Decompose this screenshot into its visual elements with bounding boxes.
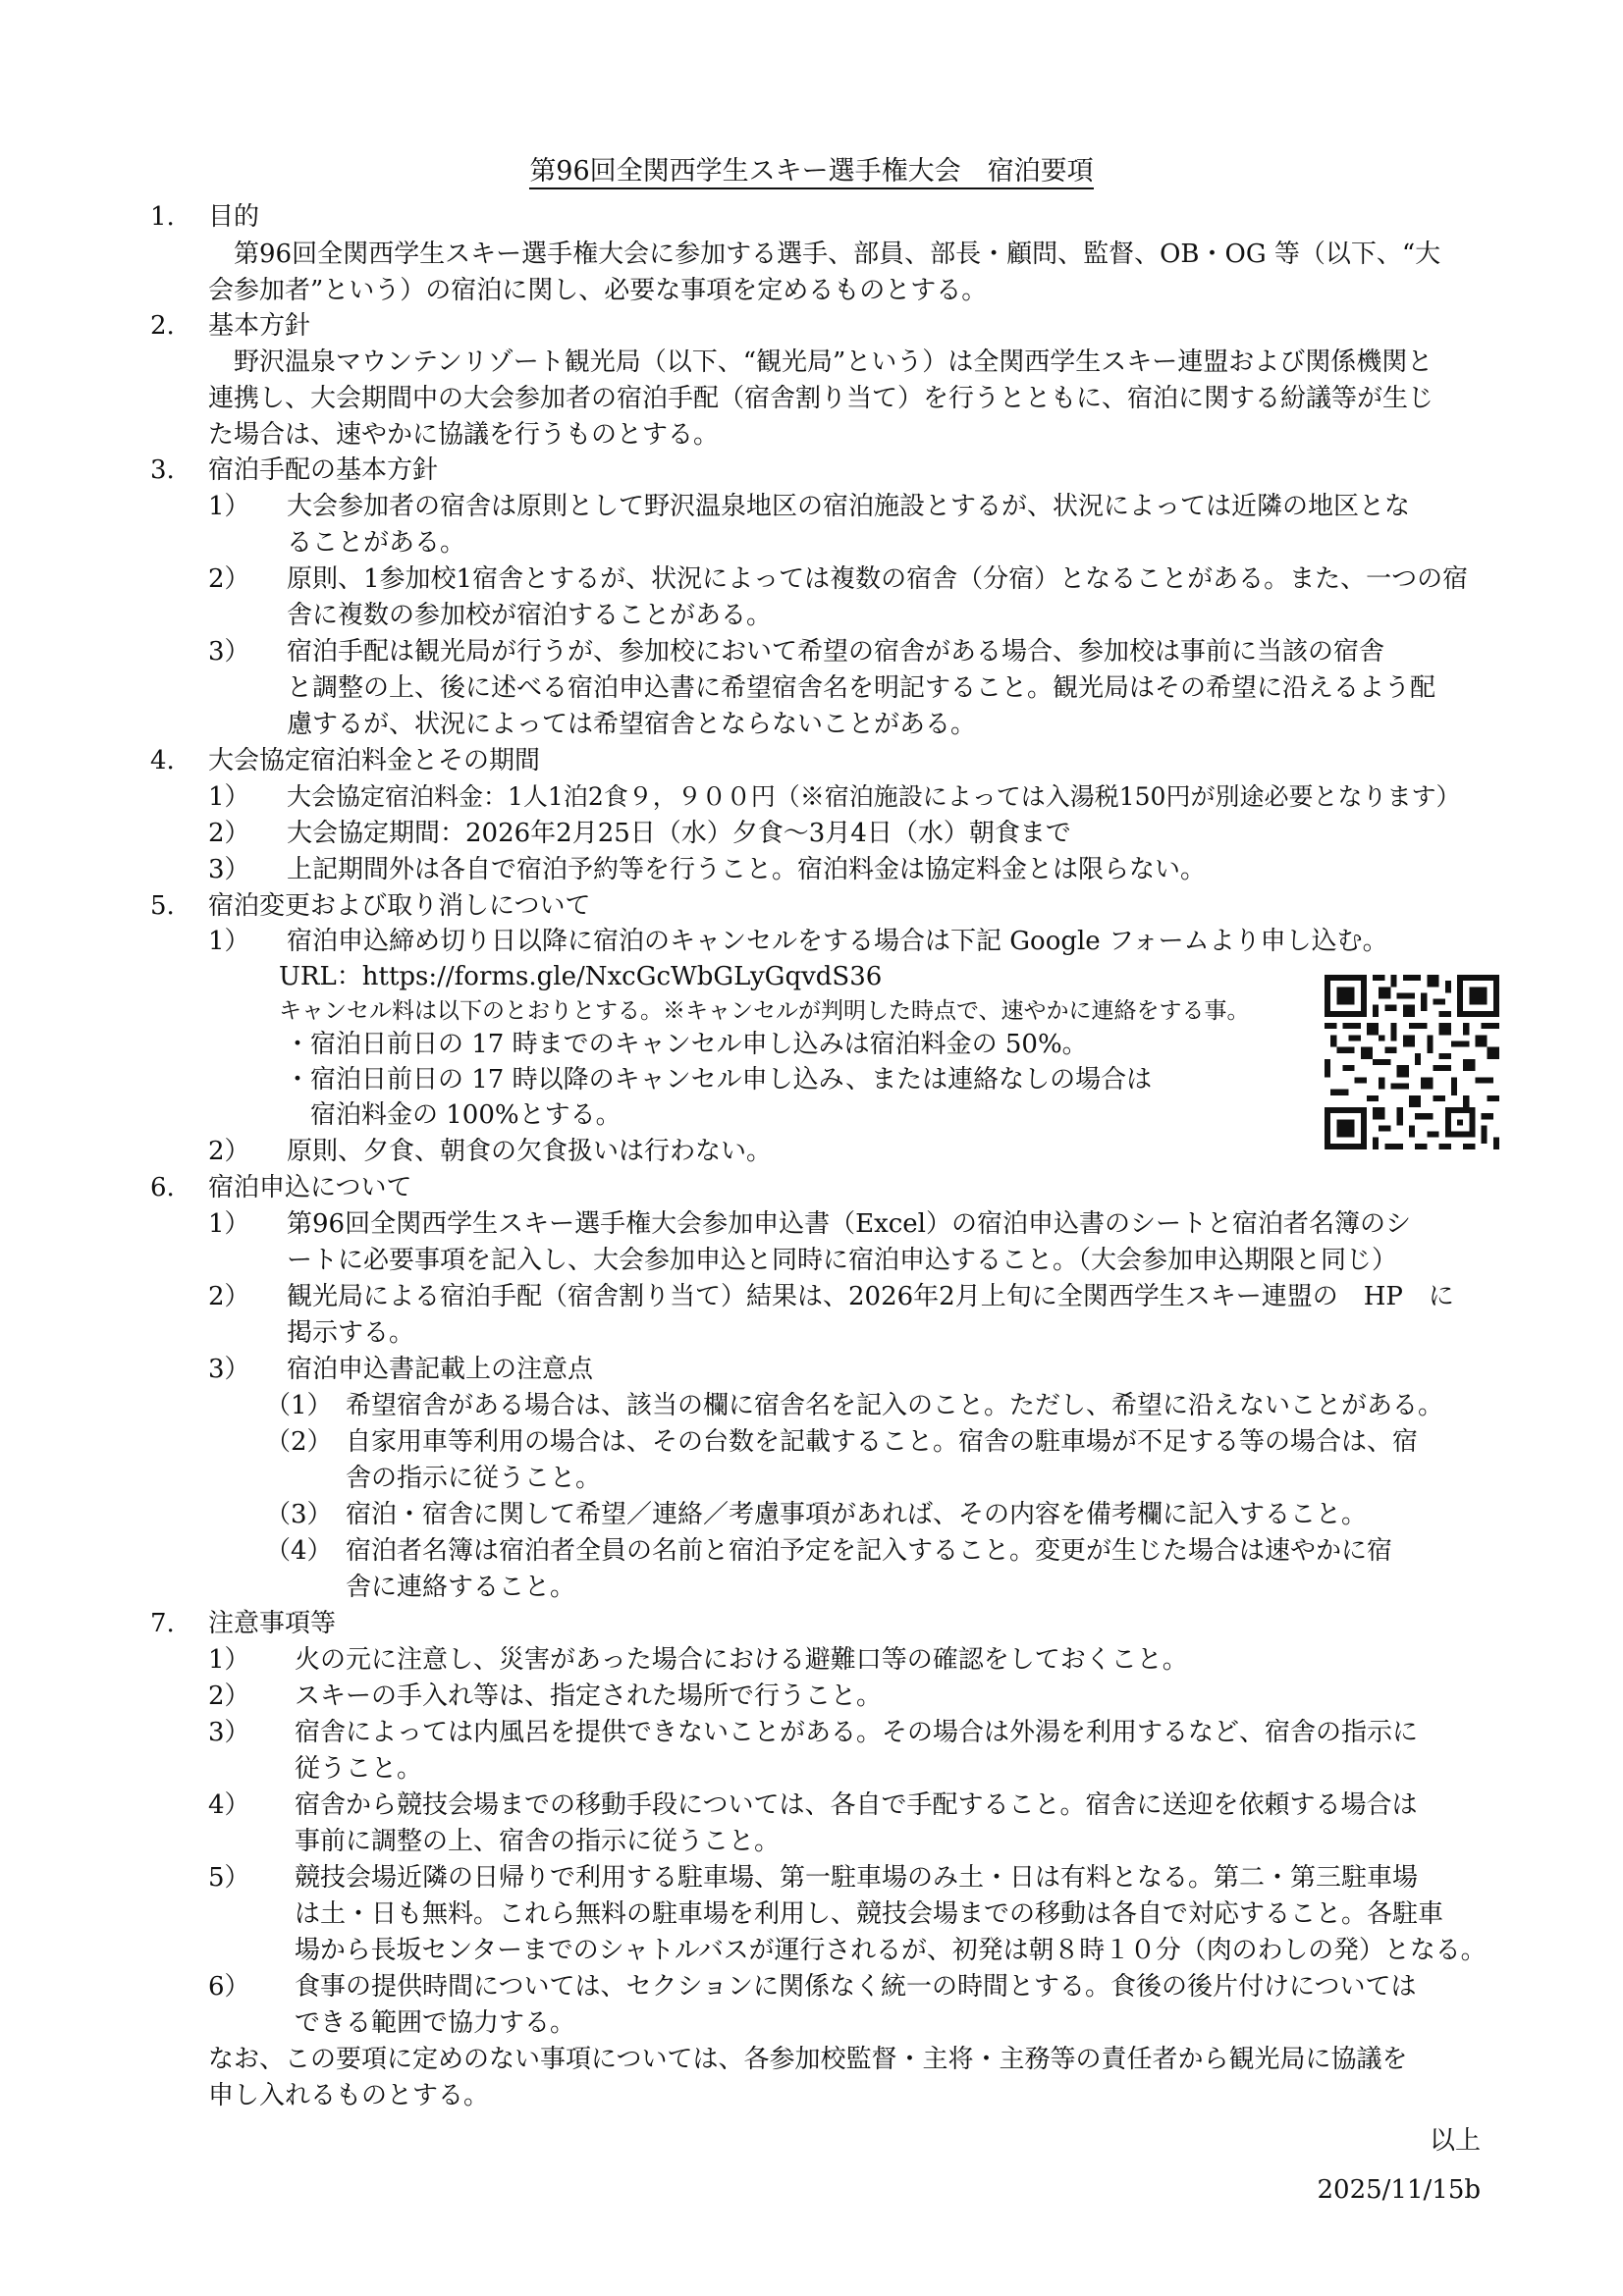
item-number: 1）: [208, 927, 250, 956]
paragraph-line: た場合は、速やかに協議を行うものとする。: [208, 420, 720, 450]
subitem-text: 宿泊・宿舎に関して希望／連絡／考慮事項があれば、その内容を備考欄に記入すること。: [346, 1500, 1368, 1529]
bullet-line: 宿泊料金の 100%とする。: [285, 1100, 622, 1130]
item-text: 宿泊申込書記載上の注意点: [287, 1355, 594, 1384]
subitem-number: （2）: [265, 1427, 333, 1457]
item-text: 競技会場近隣の日帰りで利用する駐車場、第一駐車場のみ土・日は有料となる。第二・第三駐車場: [295, 1863, 1419, 1893]
section-heading: 基本方針: [208, 311, 311, 341]
item-number: 1）: [208, 1209, 250, 1239]
item-number: 1）: [208, 492, 250, 521]
section-number: 6.: [150, 1173, 175, 1202]
paragraph-line: 会参加者”という）の宿泊に関し、必要な事項を定めるものとする。: [208, 276, 988, 305]
document-date: 2025/11/15b: [1317, 2175, 1481, 2205]
item-text: 火の元に注意し、災害があった場合における避難口等の確認をしておくこと。: [295, 1645, 1188, 1675]
item-text: 原則、1参加校1宿舎とするが、状況によっては複数の宿舎（分宿）となることがある。また、一つの宿: [287, 564, 1469, 594]
section-heading: 宿泊変更および取り消しについて: [208, 891, 591, 921]
cancel-policy-text: キャンセル料は以下のとおりとする。※キャンセルが判明した時点で、速やかに連絡をする事。: [279, 998, 1250, 1024]
section-number: 5.: [150, 891, 175, 921]
item-number: 5）: [208, 1863, 250, 1893]
item-number: 2）: [208, 819, 250, 848]
item-text: 大会協定期間：2026年2月25日（水）夕食～3月4日（水）朝食まで: [287, 819, 1071, 848]
item-number: 3）: [208, 1355, 250, 1384]
item-text: 掲示する。: [287, 1318, 415, 1348]
section-heading: 目的: [208, 202, 260, 232]
subitem-text: 希望宿舎がある場合は、該当の欄に宿舎名を記入のこと。ただし、希望に沿えないことがある。: [346, 1391, 1444, 1420]
item-text: スキーの手入れ等は、指定された場所で行うこと。: [295, 1682, 883, 1711]
bullet-line: ・宿泊日前日の 17 時以降のキャンセル申し込み、または連絡なしの場合は: [285, 1065, 1153, 1095]
item-number: 2）: [208, 1137, 250, 1166]
item-text: と調整の上、後に述べる宿泊申込書に希望宿舎名を明記すること。観光局はその希望に沿えるよう配: [287, 673, 1436, 703]
closing-paragraph: なお、この要項に定めのない事項については、各参加校監督・主将・主務等の責任者から観光局に協議を: [208, 2045, 1408, 2074]
item-number: 2）: [208, 1682, 250, 1711]
item-text: 場から長坂センターまでのシャトルバスが運行されるが、初発は朝８時１０分（肉のわしの発）となる。: [295, 1936, 1487, 1965]
paragraph-line: 野沢温泉マウンテンリゾート観光局（以下、“観光局”という）は全関西学生スキー連盟および関係機関と: [208, 347, 1434, 377]
item-text: は土・日も無料。これら無料の駐車場を利用し、競技会場までの移動は各自で対応すること。各駐車: [295, 1899, 1444, 1929]
paragraph-line: 第96回全関西学生スキー選手権大会に参加する選手、部員、部長・顧問、監督、OB・OG 等（以下、“大: [208, 240, 1441, 269]
item-number: 1）: [208, 782, 250, 812]
item-number: 2）: [208, 564, 250, 594]
item-text: ートに必要事項を記入し、大会参加申込と同時に宿泊申込すること。（大会参加申込期限と同じ）: [287, 1246, 1398, 1275]
item-text: 舎に複数の参加校が宿泊することがある。: [287, 601, 773, 630]
subitem-text: 自家用車等利用の場合は、その台数を記載すること。宿舎の駐車場が不足する等の場合は、宿: [346, 1427, 1419, 1457]
qr-code-icon: [1325, 975, 1499, 1149]
item-number: 3）: [208, 855, 250, 884]
item-number: 3）: [208, 1718, 250, 1747]
bullet-line: ・宿泊日前日の 17 時までのキャンセル申し込みは宿泊料金の 50%。: [285, 1030, 1088, 1059]
subitem-text: 宿泊者名簿は宿泊者全員の名前と宿泊予定を記入すること。変更が生じた場合は速やかに宿: [346, 1536, 1393, 1566]
item-text: 大会参加者の宿舎は原則として野沢温泉地区の宿泊施設とするが、状況によっては近隣の地区とな: [287, 492, 1411, 521]
item-text: 観光局による宿泊手配（宿舎割り当て）結果は、2026年2月上旬に全関西学生スキー連盟の HP に: [287, 1282, 1454, 1311]
item-text: 宿舎によっては内風呂を提供できないことがある。その場合は外湯を利用するなど、宿舎の指示に: [295, 1718, 1419, 1747]
item-text: 宿泊申込締め切り日以降に宿泊のキャンセルをする場合は下記 Google フォームより申し込む。: [287, 927, 1388, 956]
item-text: できる範囲で協力する。: [295, 2008, 576, 2038]
section-heading: 注意事項等: [208, 1609, 337, 1638]
section-heading: 大会協定宿泊料金とその期間: [208, 746, 541, 775]
item-text: 大会協定宿泊料金：1人1泊2食９，９００円（※宿泊施設によっては入湯税150円が別途必要となります）: [287, 782, 1461, 811]
item-text: 原則、夕食、朝食の欠食扱いは行わない。: [287, 1137, 773, 1166]
item-text: 食事の提供時間については、セクションに関係なく統一の時間とする。食後の後片付けについては: [295, 1972, 1417, 2002]
end-mark: 以上: [1429, 2126, 1481, 2156]
section-number: 7.: [150, 1609, 175, 1638]
subitem-number: （3）: [265, 1500, 333, 1529]
item-text: ることがある。: [287, 528, 466, 558]
item-number: 4）: [208, 1790, 250, 1820]
item-number: 2）: [208, 1282, 250, 1311]
closing-paragraph: 申し入れるものとする。: [208, 2081, 490, 2110]
paragraph-line: 連携し、大会期間中の大会参加者の宿泊手配（宿舎割り当て）を行うとともに、宿泊に関する紛議等が生じ: [208, 384, 1434, 413]
section-number: 1.: [150, 202, 175, 232]
subitem-text: 舎の指示に従うこと。: [346, 1464, 602, 1493]
item-text: 従うこと。: [295, 1754, 423, 1784]
section-heading: 宿泊手配の基本方針: [208, 455, 439, 485]
google-form-url: URL：https://forms.gle/NxcGcWbGLyGqvdS36: [279, 962, 883, 991]
item-number: 6）: [208, 1972, 250, 2002]
section-number: 4.: [150, 746, 175, 775]
item-number: 1）: [208, 1645, 250, 1675]
section-heading: 宿泊申込について: [208, 1173, 412, 1202]
item-text: 第96回全関西学生スキー選手権大会参加申込書（Excel）の宿泊申込書のシートと宿泊者名簿のシ: [287, 1209, 1411, 1239]
section-number: 2.: [150, 311, 175, 341]
item-text: 事前に調整の上、宿舎の指示に従うこと。: [295, 1827, 781, 1856]
page-title: 第96回全関西学生スキー選手権大会 宿泊要項: [0, 152, 1623, 191]
item-text: 上記期間外は各自で宿泊予約等を行うこと。宿泊料金は協定料金とは限らない。: [287, 855, 1207, 884]
item-text: 慮するが、状況によっては希望宿舎とならないことがある。: [287, 710, 977, 739]
subitem-text: 舎に連絡すること。: [346, 1573, 576, 1602]
item-text: 宿泊手配は観光局が行うが、参加校において希望の宿舎がある場合、参加校は事前に当該の宿舎: [287, 637, 1385, 667]
item-text: 宿舎から競技会場までの移動手段については、各自で手配すること。宿舎に送迎を依頼する場合は: [295, 1790, 1418, 1820]
item-number: 3）: [208, 637, 250, 667]
subitem-number: （1）: [265, 1391, 333, 1420]
section-number: 3.: [150, 455, 175, 485]
subitem-number: （4）: [265, 1536, 333, 1566]
